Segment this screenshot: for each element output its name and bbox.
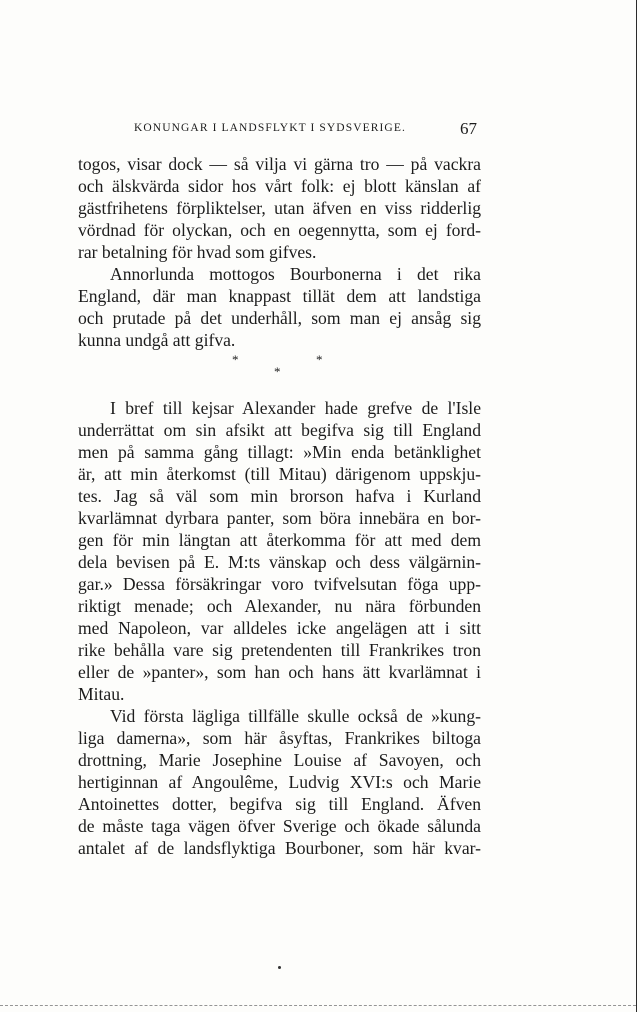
text-line: Mitau. bbox=[78, 684, 125, 704]
text-line: rar betalning för hvad som gifves. bbox=[78, 242, 317, 262]
asterisk-mark: * bbox=[274, 364, 281, 379]
text-line: gästfrihetens förpliktelser, utan äfven en viss ridderlig bbox=[78, 198, 481, 218]
running-head: KONUNGAR I LANDSFLYKT I SYDSVERIGE. bbox=[134, 122, 406, 134]
text-line: men på samma gång tillagt: »Min enda betänklighet bbox=[78, 442, 481, 462]
text-line: kvarlämnat dyrbara panter, som böra innebära en bor- bbox=[78, 508, 481, 528]
text-line: Annorlunda mottogos Bourbonerna i det rika bbox=[110, 264, 481, 284]
text-line: rike behålla vare sig pretendenten till Frankrikes tron bbox=[78, 640, 481, 660]
text-line: vördnad för olyckan, och en oegennytta, som ej ford- bbox=[78, 220, 481, 240]
text-line: och prutade på det underhåll, som man ej ansåg sig bbox=[78, 308, 481, 328]
ink-speck bbox=[278, 966, 281, 969]
text-line: hertiginnan af Angoulême, Ludvig XVI:s och Marie bbox=[78, 772, 481, 792]
text-line: antalet af de landsflyktiga Bourboner, som här kvar- bbox=[78, 838, 481, 858]
asterisk-mark: * bbox=[316, 352, 323, 367]
text-line: Antoinettes dotter, begifva sig till England. Äfven bbox=[78, 794, 481, 814]
text-line: Vid första lägliga tillfälle skulle också de »kung- bbox=[110, 706, 481, 726]
text-line: tes. Jag så väl som min brorson hafva i Kurland bbox=[78, 486, 481, 506]
text-line: liga damerna», som här åsyftas, Frankrikes biltoga bbox=[78, 728, 481, 748]
text-line: och älskvärda sidor hos vårt folk: ej blott känslan af bbox=[78, 176, 481, 196]
text-line: drottning, Marie Josephine Louise af Savoyen, och bbox=[78, 750, 481, 770]
text-line: gar.» Dessa försäkringar voro tvifvelsutan föga upp- bbox=[78, 574, 481, 594]
text-line: England, där man knappast tillät dem att landstiga bbox=[78, 286, 481, 306]
page-edge-right bbox=[636, 0, 637, 1012]
asterisk-mark: * bbox=[232, 352, 239, 367]
text-line: är, att min återkomst (till Mitau) därigenom uppskju- bbox=[78, 464, 481, 484]
text-line: kunna undgå att gifva. bbox=[78, 330, 236, 350]
text-line: riktigt menade; och Alexander, nu nära förbunden bbox=[78, 596, 481, 616]
text-line: eller de »panter», som han och hans ätt kvarlämnat i bbox=[78, 662, 481, 682]
text-line: gen för min längtan att återkomma för att med dem bbox=[78, 530, 481, 550]
text-line: de måste taga vägen öfver Sverige och ökade sålunda bbox=[78, 816, 481, 836]
text-line: underrättat om sin afsikt att begifva sig till England bbox=[78, 420, 481, 440]
page-number: 67 bbox=[460, 119, 477, 138]
text-line: togos, visar dock — så vilja vi gärna tro — på vackra bbox=[78, 154, 481, 174]
text-line: med Napoleon, var alldeles icke angelägen att i sitt bbox=[78, 618, 481, 638]
page-edge-bottom bbox=[0, 1005, 636, 1006]
text-line: I bref till kejsar Alexander hade grefve de l'Isle bbox=[110, 398, 481, 418]
text-line: dela bevisen på E. M:ts vänskap och dess välgärnin- bbox=[78, 552, 481, 572]
